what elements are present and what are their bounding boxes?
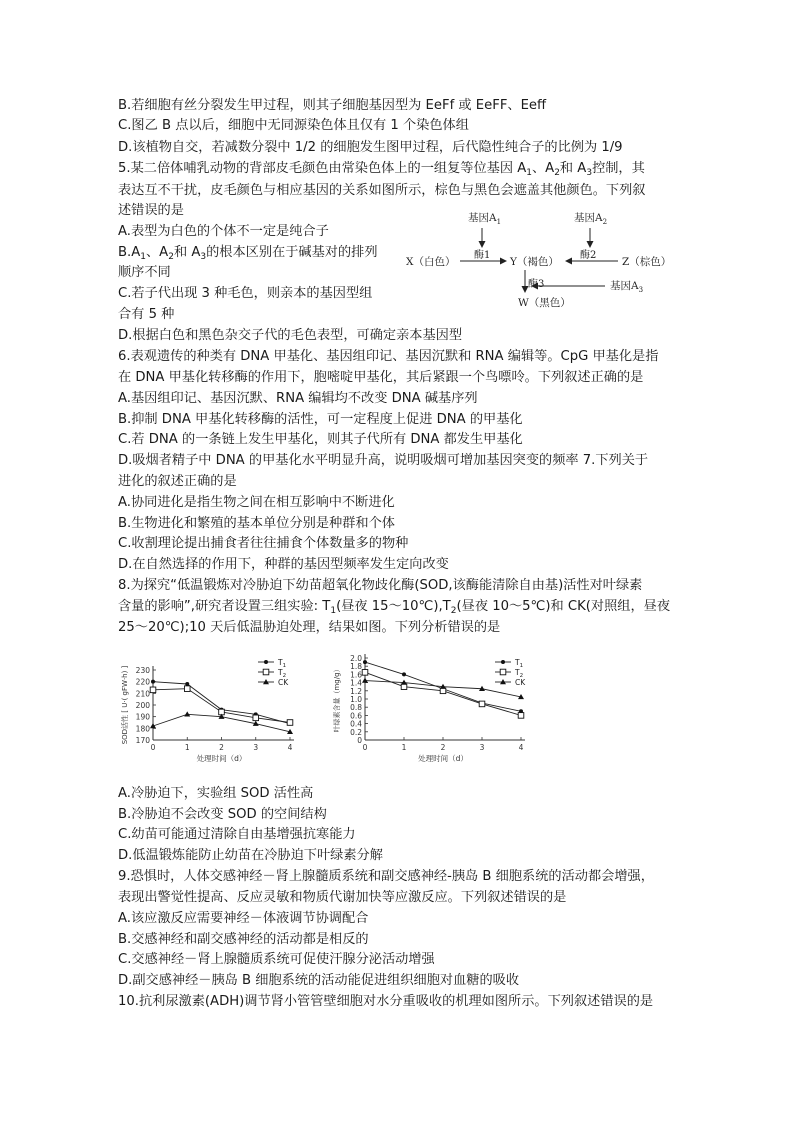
x-tick-label: 2 (219, 743, 224, 752)
point-marker (402, 672, 406, 676)
chlorophyll-chart (325, 650, 540, 775)
question-8-stem-2: 含量的影响”,研究者设置三组实验: $T_1$(昼夜 $15\sim 10℃),T_2$(昼夜 10～5℃)和 CK(对照组，昼夜 (118, 599, 671, 616)
enzyme-1: 酶1 (474, 250, 491, 261)
q8-option-a: A.冷胁迫下，实验组 SOD 活性高 (118, 786, 314, 801)
x-tick-label: 1 (401, 743, 407, 752)
y-tick-label: 230 (135, 666, 150, 675)
y-tick-label: 0.4 (350, 719, 362, 729)
y-tick-label: 220 (135, 677, 150, 687)
y-axis-label: SOD活性 [ U·( gFW·h) ] (121, 665, 129, 745)
q9-option-b: B.交感神经和副交感神经的活动都是相反的 (118, 932, 369, 947)
y-tick-label: 0 (357, 736, 362, 745)
point-marker (287, 720, 293, 726)
option-5-prev-b: B.若细胞有丝分裂发生甲过程，则其子细胞基因型为 EeFf 或 EeFF、Eeff (118, 98, 547, 113)
x-tick-label: 4 (287, 743, 293, 752)
question-7-stem: 进化的叙述正确的是 (118, 474, 237, 489)
question-9-stem-2: 表现出警觉性提高、反应灵敏和物质代谢加快等应激反应。下列叙述错误的是 (118, 890, 567, 905)
q5-option-d: D.根据白色和黑色杂交子代的毛色表型，可确定亲本基因型 (118, 328, 463, 343)
q6-option-d: D.吸烟者精子中 DNA 的甲基化水平明显升高，说明吸烟可增加基因突变的频率 7.下列关于 (118, 453, 649, 468)
gene-a2-label: 基因$A_2$ (574, 212, 608, 226)
q7-option-d: D.在自然选择的作用下，种群的基因型频率发生定向改变 (118, 557, 449, 572)
x-axis-label: 处理时间（d） (418, 754, 468, 763)
q9-option-c: C.交感神经－肾上腺髓质系统可促使汗腺分泌活动增强 (118, 952, 435, 967)
q8-option-b: B.冷胁迫不会改变 SOD 的空间结构 (118, 807, 327, 822)
q5-option-b-cont: 顺序不同 (118, 265, 171, 280)
node-x: X（白色） (406, 256, 456, 268)
point-marker (500, 669, 506, 675)
y-tick-label: 0.8 (350, 703, 362, 713)
y-tick-label: 0.2 (350, 727, 362, 737)
option-prev-c: C.图乙 B 点以后，细胞中无同源染色体且仅有 1 个染色体组 (118, 118, 469, 133)
y-tick-label: 1.6 (350, 670, 362, 680)
y-axis-label: 叶绿素含量（mg/g） (333, 665, 341, 733)
y-tick-label: 1.8 (350, 662, 362, 672)
node-y: Y（褐色） (510, 256, 559, 268)
pigment-pathway-diagram (400, 206, 700, 316)
y-tick-label: 1.2 (350, 686, 362, 696)
x-tick-label: 0 (362, 743, 368, 752)
question-6-stem-2: 在 DNA 甲基化转移酶的作用下，胞嘧啶甲基化，其后紧跟一个鸟嘌呤。下列叙述正确的是 (118, 370, 644, 385)
q9-option-a: A.该应激反应需要神经－体液调节协调配合 (118, 911, 369, 926)
y-tick-label: 200 (135, 701, 150, 710)
q9-option-d: D.副交感神经－胰岛 B 细胞系统的活动能促进组织细胞对血糖的吸收 (118, 973, 520, 988)
point-marker (501, 660, 505, 664)
y-tick-label: 1.4 (350, 678, 362, 688)
point-marker (362, 670, 368, 676)
q6-option-b: B.抑制 DNA 甲基化转移酶的活性，可一定程度上促进 DNA 的甲基化 (118, 412, 523, 427)
x-axis-label: 处理时间（d） (196, 754, 247, 763)
q6-option-a: A.基因组印记、基因沉默、RNA 编辑均不改变 DNA 碱基序列 (118, 391, 478, 406)
gene-a1-label: 基因$A_1$ (468, 212, 502, 226)
y-tick-label: 170 (135, 736, 150, 745)
y-tick-label: 180 (135, 724, 150, 734)
legend-label: $T_1$ (515, 658, 524, 669)
q5-option-c-cont: 合有 5 种 (118, 307, 175, 322)
enzyme-2: 酶2 (580, 250, 597, 261)
question-5-stem: 5.某二倍体哺乳动物的背部皮毛颜色由常染色体上的一组复等位基因 $A_1$、$A_2$和 $A_3$控制，其 (118, 161, 645, 178)
q7-option-c: C.收割理论提出捕食者往往捕食个体数量多的物种 (118, 536, 409, 551)
q8-option-d: D.低温锻炼能防止幼苗在冷胁迫下叶绿素分解 (118, 848, 383, 863)
point-marker (362, 678, 368, 683)
sod-activity-chart (118, 650, 313, 775)
point-marker (151, 680, 155, 684)
legend-label: $T_2$ (278, 668, 287, 679)
point-marker (185, 682, 189, 686)
q6-option-c: C.若 DNA 的一条链上发生甲基化，则其子代所有 DNA 都发生甲基化 (118, 432, 523, 447)
question-9-stem: 9.恐惧时，人体交感神经－肾上腺髓质系统和副交感神经-胰岛 B 细胞系统的活动都会增强， (118, 869, 654, 884)
q5-option-a: A.表型为白色的个体不一定是纯合子 (118, 224, 329, 239)
enzyme-3: 酶3 (528, 279, 545, 290)
legend-label: CK (515, 678, 526, 687)
q7-option-b: B.生物进化和繁殖的基本单位分别是种群和个体 (118, 516, 395, 531)
gene-a3-label: 基因$A_3$ (610, 280, 644, 294)
y-tick-label: 0.6 (350, 711, 362, 721)
q8-option-c: C.幼苗可能通过清除自由基增强抗寒能力 (118, 827, 356, 842)
legend-label: CK (278, 678, 289, 687)
question-10-stem: 10.抗利尿激素(ADH)调节肾小管管壁细胞对水分重吸收的机理如图所示。下列叙述错误的是 (118, 994, 654, 1009)
x-tick-label: 4 (518, 743, 524, 752)
q7-option-a: A.协同进化是指生物之间在相互影响中不断进化 (118, 495, 395, 510)
y-tick-label: 1.0 (350, 695, 362, 704)
point-marker (253, 715, 259, 721)
node-w: W（黑色） (518, 297, 571, 309)
q5-option-c: C.若子代出现 3 种毛色，则亲本的基因型组 (118, 286, 373, 301)
point-marker (150, 687, 156, 693)
legend-label: $T_2$ (515, 668, 524, 679)
x-tick-label: 3 (253, 743, 259, 752)
question-8-stem: 8.为探究“低温锻炼对冷胁迫下幼苗超氧化物歧化酶(SOD,该酶能清除自由基)活性对叶绿素 (118, 578, 643, 593)
legend-label: $T_1$ (278, 658, 287, 669)
y-tick-label: 2.0 (350, 654, 362, 663)
y-tick-label: 190 (135, 712, 150, 722)
option-prev-d: D.该植物自交，若减数分裂中 1/2 的细胞发生图甲过程，后代隐性纯合子的比例为 1/9 (118, 140, 623, 155)
point-marker (479, 701, 485, 707)
x-tick-label: 1 (184, 743, 190, 752)
question-5-stem-2: 表达互不干扰，皮毛颜色与相应基因的关系如图所示，棕色与黑色会遮盖其他颜色。下列叙 (118, 183, 646, 198)
x-tick-label: 0 (150, 743, 156, 752)
question-5-stem-3: 述错误的是 (118, 203, 184, 218)
question-6-stem: 6.表观遗传的种类有 DNA 甲基化、基因组印记、基因沉默和 RNA 编辑等。CpG 甲基化是指 (118, 349, 659, 364)
question-8-stem-3: 25～20℃);10 天后低温胁迫处理，结果如图。下列分析错误的是 (118, 620, 501, 635)
x-tick-label: 2 (440, 743, 446, 752)
q5-option-b: $B.A_1$、$A_2$和 $A_3$的根本区别在于碱基对的排列 (118, 245, 378, 262)
x-tick-label: 3 (479, 743, 485, 752)
point-marker (518, 713, 524, 719)
node-z: Z（棕色） (622, 256, 672, 268)
point-marker (184, 711, 190, 716)
point-marker (184, 686, 190, 692)
point-marker (263, 669, 269, 675)
y-tick-label: 210 (135, 689, 150, 699)
point-marker (264, 660, 268, 664)
point-marker (363, 660, 367, 664)
